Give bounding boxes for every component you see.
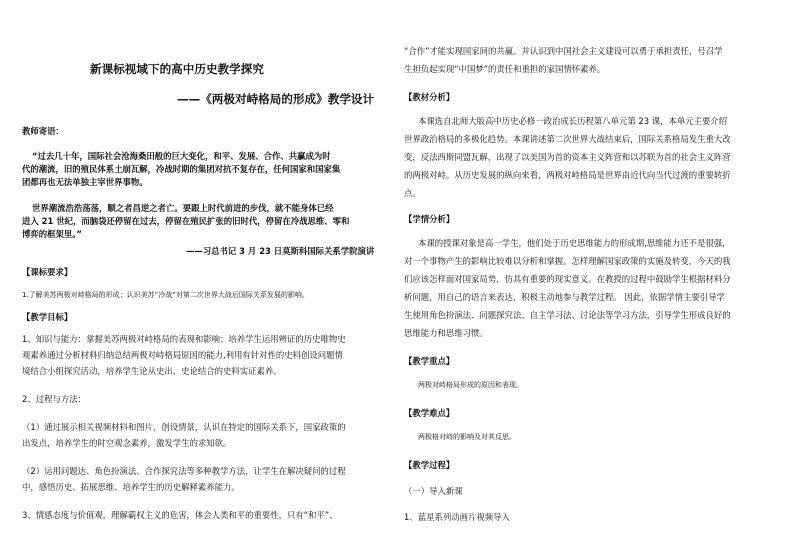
goal-line: 中，感悟历史、拓展思维、培养学生的历史解释素养能力。 (22, 482, 240, 492)
quote-signature: ——习总书记 3 月 23 日莫斯科国际关系学院演讲 (186, 246, 375, 256)
document-subtitle: ——《两极对峙格局的形成》教学设计 (177, 92, 375, 106)
goal-line: 2、过程与方法： (22, 394, 86, 404)
students-line: 们应该怎样面对国家局势，仿具有重要的现实意义。在教授的过程中鼓励学生根据材料分 (404, 274, 731, 284)
continued-line: “合作”才能实现国家间的共赢。并认识到中国社会主义建设可以勇于承担责任，号召学 (404, 46, 723, 56)
quote-line: 团都再也无法单独主宰世界事物。 (22, 177, 148, 187)
goal-line: （2）运用问题达、角色扮演法、合作探究法等多种教学方法，让学生在解决疑问的过程 (22, 466, 346, 476)
process-step: 1、蓝星系列动画片视频导入 (404, 512, 510, 522)
goal-line: 1、知识与能力：掌握美苏两极对峙格局的表现和影响；培养学生运用辨证的历史唯物史 (22, 334, 346, 344)
goal-line: 3、情感态度与价值观，理解霸权主义的危害，体会人类和平的重要性，只有“和平”、 (22, 510, 338, 520)
goal-line: 境结合小组探究活动，培养学生论从史出、史论结合的史料实证素养。 (22, 366, 282, 376)
section-heading-process: 【教学过程】 (404, 460, 455, 470)
section-heading-goals: 【教学目标】 (22, 312, 73, 322)
students-line: 思维能力和思维习惯。 (404, 328, 488, 338)
students-line: 对一个事物产生的影响比较难以分析和掌握。怎样理解国家政策的实施及转变，今天的我 (404, 256, 731, 266)
quote-line: 代的潮流，旧的殖民体系土崩瓦解，冷战时期的集团对抗不复存在，任何国家和国家集 (22, 164, 341, 174)
material-line: 本课选自北师大版高中历史必修一政治成长历程第八单元第 23 课，本单元主要介绍 (418, 116, 728, 126)
difficulties-text: 两极格对峙的影响及对其反思。 (418, 433, 516, 441)
document-title: 新课标视域下的高中历史教学探究 (90, 62, 264, 76)
students-line: 析问题，用自己的语言来表达，积极主动地参与教学过程。 因此，依据学情主要引导学 (404, 292, 725, 302)
quote-line: 进入 21 世纪，而脑袋还停留在过去，停留在殖民扩张的旧时代，停留在冷战思维、零和 (22, 216, 350, 226)
goal-line: 出发点，培养学生的时空观念素养，激发学生的求知欲。 (22, 438, 232, 448)
material-line: 世界政治格局的多极化趋势。本课讲述第二次世界大战结束后，国际关系格局发生重大改 (404, 134, 731, 144)
goal-line: 观素养通过分析材料归纳总结两极对峙格局原因的能力,利用有针对性的史料创设问题情 (22, 350, 343, 360)
requirements-text: 1.了解美苏两极对峙格局的形成；认识美苏“冷战”对第二次世界大战后国际关系发展的影响。 (22, 291, 309, 299)
process-step: （一）导入新课 (404, 486, 463, 496)
material-line: 变，反法西斯同盟瓦解，出现了以美国为首的资本主义阵营和以苏联为首的社会主义阵营 (404, 152, 731, 162)
quote-line: “过去几十年，国际社会沧海桑田般的巨大变化，和平、发展、合作、共赢成为时 (32, 151, 331, 161)
section-heading-requirements: 【课标要求】 (22, 267, 73, 277)
section-heading-students: 【学情分析】 (404, 214, 455, 224)
students-line: 本课的授课对象是高一学生，他们处于历史思维能力的形成期,思维能力还不是很强， (418, 238, 731, 248)
quote-line: 世界潮流浩浩荡荡，顺之者昌逆之者亡。要跟上时代前进的步伐，就不能身体已经 (32, 203, 334, 213)
continued-line: 生担负起实现“中国梦”的责任和重担的家国情怀素养。 (404, 64, 606, 74)
quote-line: 博弈的框架里。” (22, 229, 82, 239)
material-line: 的两极对峙。从历史发展的纵向来看，两极对峙格局是世界由近代向当代过渡的重要转折 (404, 170, 731, 180)
students-line: 生使用角色扮演法、问题探究法、自主学习法、讨论法等学习方法，引导学生形成良好的 (404, 310, 731, 320)
section-heading-material: 【教材分析】 (404, 92, 455, 102)
key-points-text: 两极对峙格局形成的原因和表现。 (418, 381, 523, 389)
section-heading-key-points: 【教学重点】 (404, 356, 455, 366)
material-line: 点。 (404, 188, 421, 198)
teacher-message-label: 教师寄语： (22, 126, 64, 136)
section-heading-difficulties: 【教学难点】 (404, 408, 455, 418)
goal-line: （1）通过展示相关视频材料和图片，创设情景，认识在特定的国际关系下，国家政策的 (22, 422, 346, 432)
